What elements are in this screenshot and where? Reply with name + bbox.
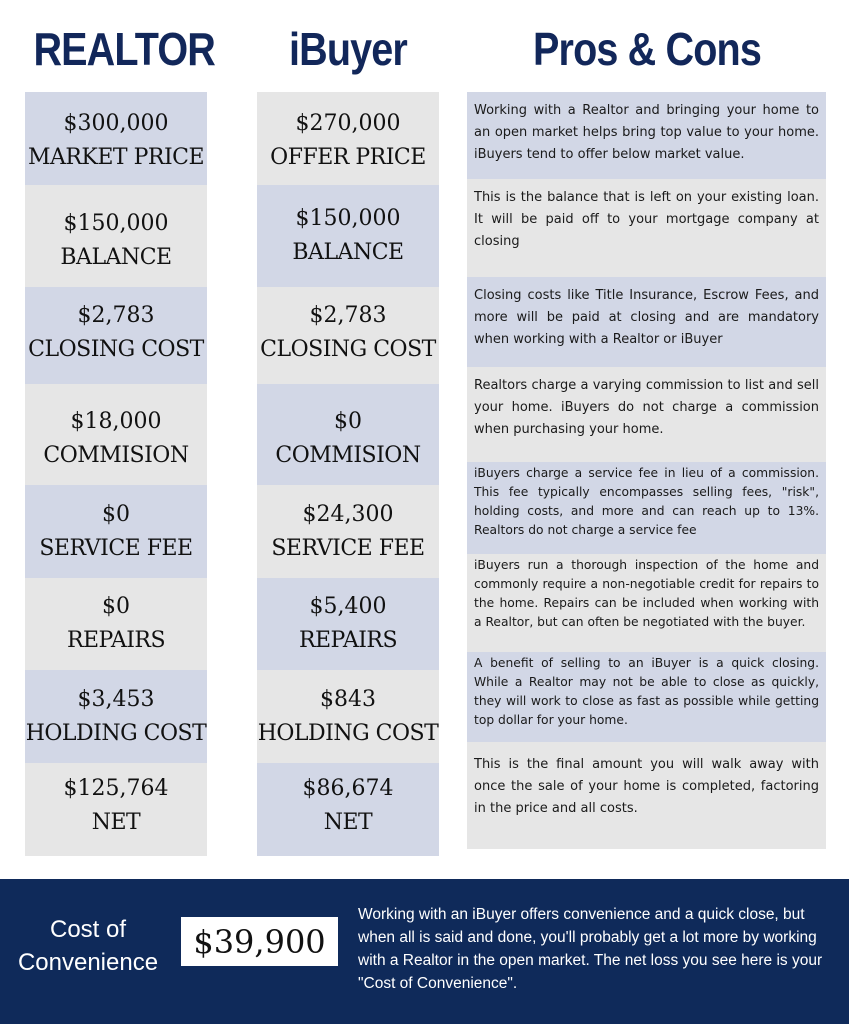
realtor-column [25,92,207,856]
ibuyer-cell-offer-price [257,92,439,185]
ibuyer-cell-service-fee [257,485,439,578]
realtor-cell-repairs [25,578,207,670]
realtor-label: BALANCE [60,245,172,270]
realtor-label: NET [91,809,141,835]
heading-realtor: REALTOR [33,23,215,75]
ibuyer-amount: $150,000 [295,206,401,231]
realtor-cell-holding-cost [25,670,207,763]
ibuyer-column [257,92,439,856]
realtor-amount: $0 [102,594,130,619]
realtor-amount: $18,000 [70,408,162,434]
cost-of-convenience-text: Working with an iBuyer offers convenience and a quick close, but when all is said and done, you'll probably get a lot more by working with a Realtor in the open market. The net loss you see here is your "Cost of Convenience". [358,906,823,992]
ibuyer-label: OFFER PRICE [270,144,426,170]
realtor-label: MARKET PRICE [27,144,205,170]
ibuyer-label: HOLDING COST [257,720,439,746]
pros-cons-balance: This is the balance that is left on your existing loan. It will be paid off to your mortgage company at closing [467,179,826,277]
realtor-cell-closing-cost [25,287,207,384]
ibuyer-cell-commission [257,384,439,485]
ibuyer-label: SERVICE FEE [271,535,425,561]
ibuyer-amount: $270,000 [295,110,401,136]
realtor-amount: $3,453 [77,686,155,712]
realtor-cell-market-price [25,92,207,185]
realtor-amount: $0 [102,501,130,527]
realtor-label: SERVICE FEE [39,535,193,561]
ibuyer-cell-closing-cost [257,287,439,384]
ibuyer-cell-holding-cost [257,670,439,763]
ibuyer-amount: $5,400 [309,594,387,619]
pros-cons-column [467,92,826,849]
realtor-label: HOLDING COST [25,720,207,746]
realtor-amount: $2,783 [77,302,155,328]
pros-cons-commission: Realtors charge a varying commission to list and sell your home. iBuyers do not charge a commission when purchasing your home. [467,367,826,462]
pros-cons-net: This is the final amount you will walk away with once the sale of your home is completed, factoring in the price and all costs. [467,742,826,849]
ibuyer-amount: $0 [334,408,362,434]
ibuyer-amount: $86,674 [302,775,394,801]
realtor-amount: $300,000 [63,110,169,136]
ibuyer-cell-repairs [257,578,439,670]
realtor-cell-net [25,763,207,856]
cost-of-convenience-amount: $39,900 [181,917,338,966]
ibuyer-cell-balance [257,185,439,287]
pros-cons-holding-cost: A benefit of selling to an iBuyer is a quick closing. While a Realtor may not be able to close as quickly, they will work to close as fast as possible while getting top dollar for your home. [467,652,826,742]
realtor-label: CLOSING COST [28,336,204,362]
footer-banner [0,879,849,1024]
heading-pros-cons: Pros & Cons [533,23,761,75]
pros-cons-closing-cost: Closing costs like Title Insurance, Escrow Fees, and more will be paid at closing and are mandatory when working with a Realtor or iBuyer [467,277,826,367]
cost-of-convenience-label: Cost of Convenience [17,916,159,976]
ibuyer-label: BALANCE [292,240,404,265]
ibuyer-cell-net [257,763,439,856]
realtor-label: REPAIRS [66,628,166,653]
realtor-label: COMMISION [43,442,189,468]
ibuyer-label: CLOSING COST [260,336,436,362]
ibuyer-label: COMMISION [275,442,421,468]
pros-cons-repairs: iBuyers run a thorough inspection of the home and commonly require a non-negotiable credit for repairs to the home. Repairs can be included when working with a Realtor, but can often be negotiated with the buyer. [467,554,826,652]
ibuyer-amount: $843 [320,686,376,712]
ibuyer-amount: $24,300 [302,501,394,527]
pros-cons-service-fee: iBuyers charge a service fee in lieu of a commission. This fee typically encompasses selling fees, "risk", holding costs, and more and can reach up to 13%. Realtors do not charge a service fee [467,462,826,554]
pros-cons-market-price: Working with a Realtor and bringing your home to an open market helps bring top value to your home. iBuyers tend to offer below market value. [467,92,826,179]
ibuyer-label: NET [323,809,373,835]
ibuyer-label: REPAIRS [298,628,398,653]
realtor-amount: $125,764 [63,775,169,801]
realtor-amount: $150,000 [63,211,169,236]
realtor-cell-commission [25,384,207,485]
heading-ibuyer: iBuyer [289,23,407,75]
realtor-cell-balance [25,185,207,287]
realtor-cell-service-fee [25,485,207,578]
ibuyer-amount: $2,783 [309,302,387,328]
